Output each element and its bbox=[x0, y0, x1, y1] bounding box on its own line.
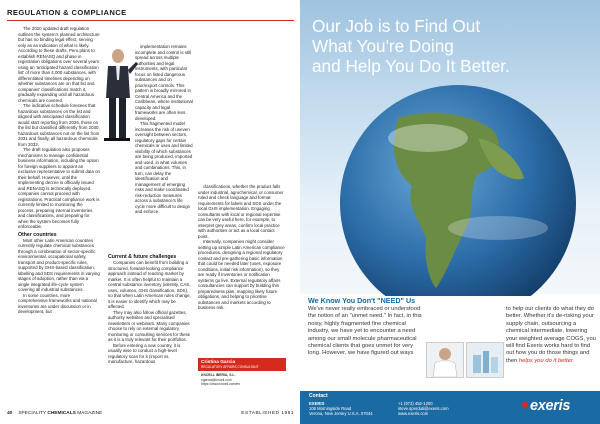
section-rule bbox=[7, 20, 294, 21]
section-heading: REGULATION & COMPLIANCE bbox=[7, 8, 127, 17]
author-name-bar bbox=[198, 358, 286, 371]
article-column-2a bbox=[135, 44, 193, 215]
contact-details bbox=[398, 401, 449, 416]
article-column-2b bbox=[108, 252, 193, 365]
paragraph: Internally, companies might consider setting up simple Latin American compliance procedures, designing a regional regulatory contact and pre-gathering basic information that could be needed later (uses, exposure conditions, initial risk information), so they are ready if inventories or notification systems go live. External regulatory affairs consultancies can support by building this preparedness plan, mapping likely future obligations, and helping to prioritise substances and markets according to business risk. bbox=[198, 239, 285, 310]
author-email[interactable]: cgarcia@knoell.com bbox=[201, 377, 232, 382]
page-footer bbox=[7, 408, 294, 418]
headline-line-2: What You're Doing bbox=[312, 36, 454, 56]
author-name: Cristina Garcia bbox=[201, 360, 236, 365]
contact-website[interactable]: www.exeris.com bbox=[398, 411, 429, 416]
contact-company: EXERIS bbox=[309, 401, 325, 406]
magazine-name-pre: SPECIALITY bbox=[18, 410, 46, 416]
magazine-name-bold: CHEMICALS bbox=[47, 410, 76, 416]
subheading-current-challenges: Current & future challenges bbox=[108, 254, 177, 260]
paragraph: In some countries, more comprehensive frameworks and national inventories are under discussion or in development, but bbox=[18, 292, 97, 314]
paragraph: They may also follow official gazettes, authority websites and specialised newsletters or webinars. Many companies choose to rely on external regulatory monitoring or consulting services for these as it is a truly relevant for their portfolios. bbox=[108, 309, 191, 342]
author-details bbox=[198, 371, 286, 389]
right-page-advertisement bbox=[300, 0, 600, 424]
contact-address-line-2: Verona, New Jersey U.S.A. 07044 bbox=[309, 411, 373, 416]
ad-copy-2-text: to help our clients do what they do better. Whether it's de-risking your supply chain, outsourcing a chemical intermediate, lowering your weighted average COGS, you will find Exeris works hard to find out how you do those things and then bbox=[506, 306, 596, 364]
exeris-logo-icon bbox=[521, 401, 529, 409]
paragraph: The indicative schedule foresees that hazardous substances on the list and aligned with anticipated classification would start reporting from 2026, those on the list but classified differently from 2030, hazardous substances not on the list from 2031 and finally, all hazardous chemicals from 2032. bbox=[18, 103, 100, 147]
ad-headline bbox=[312, 16, 588, 76]
contact-phone[interactable]: +1 (973) 452-1200 bbox=[398, 401, 433, 406]
ad-copy-column-2 bbox=[506, 306, 598, 365]
paragraph: The draft regulation also proposes mechanisms to manage confidential business information, including the option for foreign suppliers to appoint an exclusive representative to submit data on their behalf. However, until the implementing decree is officially issued and RENASQ is technically deployed, companies cannot proceed with registrations. Practical compliance work is currently limited to monitoring the process, preparing internal inventories and classifications, and preparing for when the system becomes fully enforceable. bbox=[18, 147, 101, 229]
contact-label: Contact bbox=[309, 393, 328, 399]
ad-copy-2-emphasis: helps you do it better. bbox=[518, 357, 575, 364]
paragraph: This fragmented model increases the risk of uneven oversight between sectors, regulatory gaps for certain chemicals or uses and limited visibility of which substances are being produced, imported and used, in what volumes and combinations. This, in turn, can delay the identification and management of emerging risks and make coordinated risk-reduction measures across a substance's life cycle more difficult to design and enforce. bbox=[135, 121, 193, 214]
globe-illustration bbox=[328, 78, 578, 328]
subheading-other-countries: Other countries bbox=[18, 231, 57, 238]
paragraph: Before entering a new country, it is usually wise to conduct a high-level regulatory scan for it (import vs. manufacture, hazardous bbox=[108, 342, 181, 364]
paragraph: classifications, whether the product falls under industrial, agrochemical, or consumer ruled and check language and format requirements for labels and SDS under the local GHS implementation. Engaging consultants with local or regional expertise can be very useful here, for example, to interpret grey areas, confirm local practice with authorities or act as a local contact point. bbox=[198, 184, 284, 239]
author-website[interactable]: https://www.knoell.com/en bbox=[201, 382, 241, 387]
magazine-name-post: MAGAZINE bbox=[77, 410, 103, 416]
paragraph: implementation remains incomplete and control is still spread across multiple authorities and legal instruments, with particular focus on listed dangerous substances and on prior/export controls. This pattern is broadly mirrored in Central America and the Caribbean, where institutional capacity and legal frameworks are often less developed. bbox=[135, 44, 193, 121]
paragraph: Companies can benefit from building a structured, forward-looking compliance approach instead of reacting market by market. It is often helpful to maintain a central substance inventory (identity, CAS, uses, volumes, GHS classification, SDS), so that when Latin American rules change, it is easier to identify which may be affected. bbox=[108, 260, 191, 309]
page-number: 40 bbox=[7, 410, 13, 416]
paragraph: The 2020 updated draft regulation outlines the system's planned architecture but has no binding legal effect, serving only as an indication of what is likely. According to these drafts, Peru plans to establish RENASQ and phase in registration obligations over several years using an 'anticipated hazard classification list' of more than 4,000 substances, with differentiated timelines depending on whether substances are on that list and companies' classifications match it, gradually expanding until all hazardous chemicals are covered. bbox=[18, 26, 100, 103]
lab-photo-icon bbox=[467, 343, 503, 377]
paragraph: Most other Latin American countries currently regulate chemical substances through a combination of sector-specific environmental, occupational safety, transport and product-specific rules, supported by GHS-based classification, labelling and SDS requirements in varying stages of adoption, rather than via a single integrated life-cycle system covering all industrial substances. bbox=[18, 237, 100, 292]
author-role: REGULATORY AFFAIRS CONSULTANT bbox=[201, 365, 259, 369]
scientist-photo bbox=[426, 342, 464, 378]
established-note: ESTABLISHED 1981 bbox=[241, 410, 294, 416]
ad-copy-column-1: We've never really embraced or understood the notion of an "unmet need." In fact, in this noisy, highly fragmented fine chemical industry, we have yet to encounter a need among our small molecule pharmaceutical chemical clients that goes unmet for very long. However, we have figured out ways bbox=[308, 306, 422, 357]
author-box bbox=[198, 358, 286, 402]
scientist-photo-icon bbox=[427, 343, 463, 377]
headline-line-1: Our Job is to Find Out bbox=[312, 16, 481, 36]
contact-email[interactable]: steve.sperduti@exeris.com bbox=[398, 406, 449, 411]
author-company: KNOELL IBERIA, S.L. bbox=[201, 373, 236, 377]
contact-address-line-1: 106 Morningside Road bbox=[309, 406, 352, 411]
article-column-1 bbox=[18, 26, 100, 315]
ad-contact-bar bbox=[300, 391, 600, 424]
headline-line-3: and Help You Do It Better. bbox=[312, 56, 510, 76]
contact-address bbox=[309, 401, 373, 416]
ad-subheading: We Know You Don't "NEED" Us bbox=[308, 296, 416, 305]
magazine-name bbox=[18, 411, 102, 416]
lab-photo bbox=[466, 342, 504, 378]
article-column-3 bbox=[198, 184, 286, 311]
exeris-logo: exeris bbox=[530, 398, 571, 414]
